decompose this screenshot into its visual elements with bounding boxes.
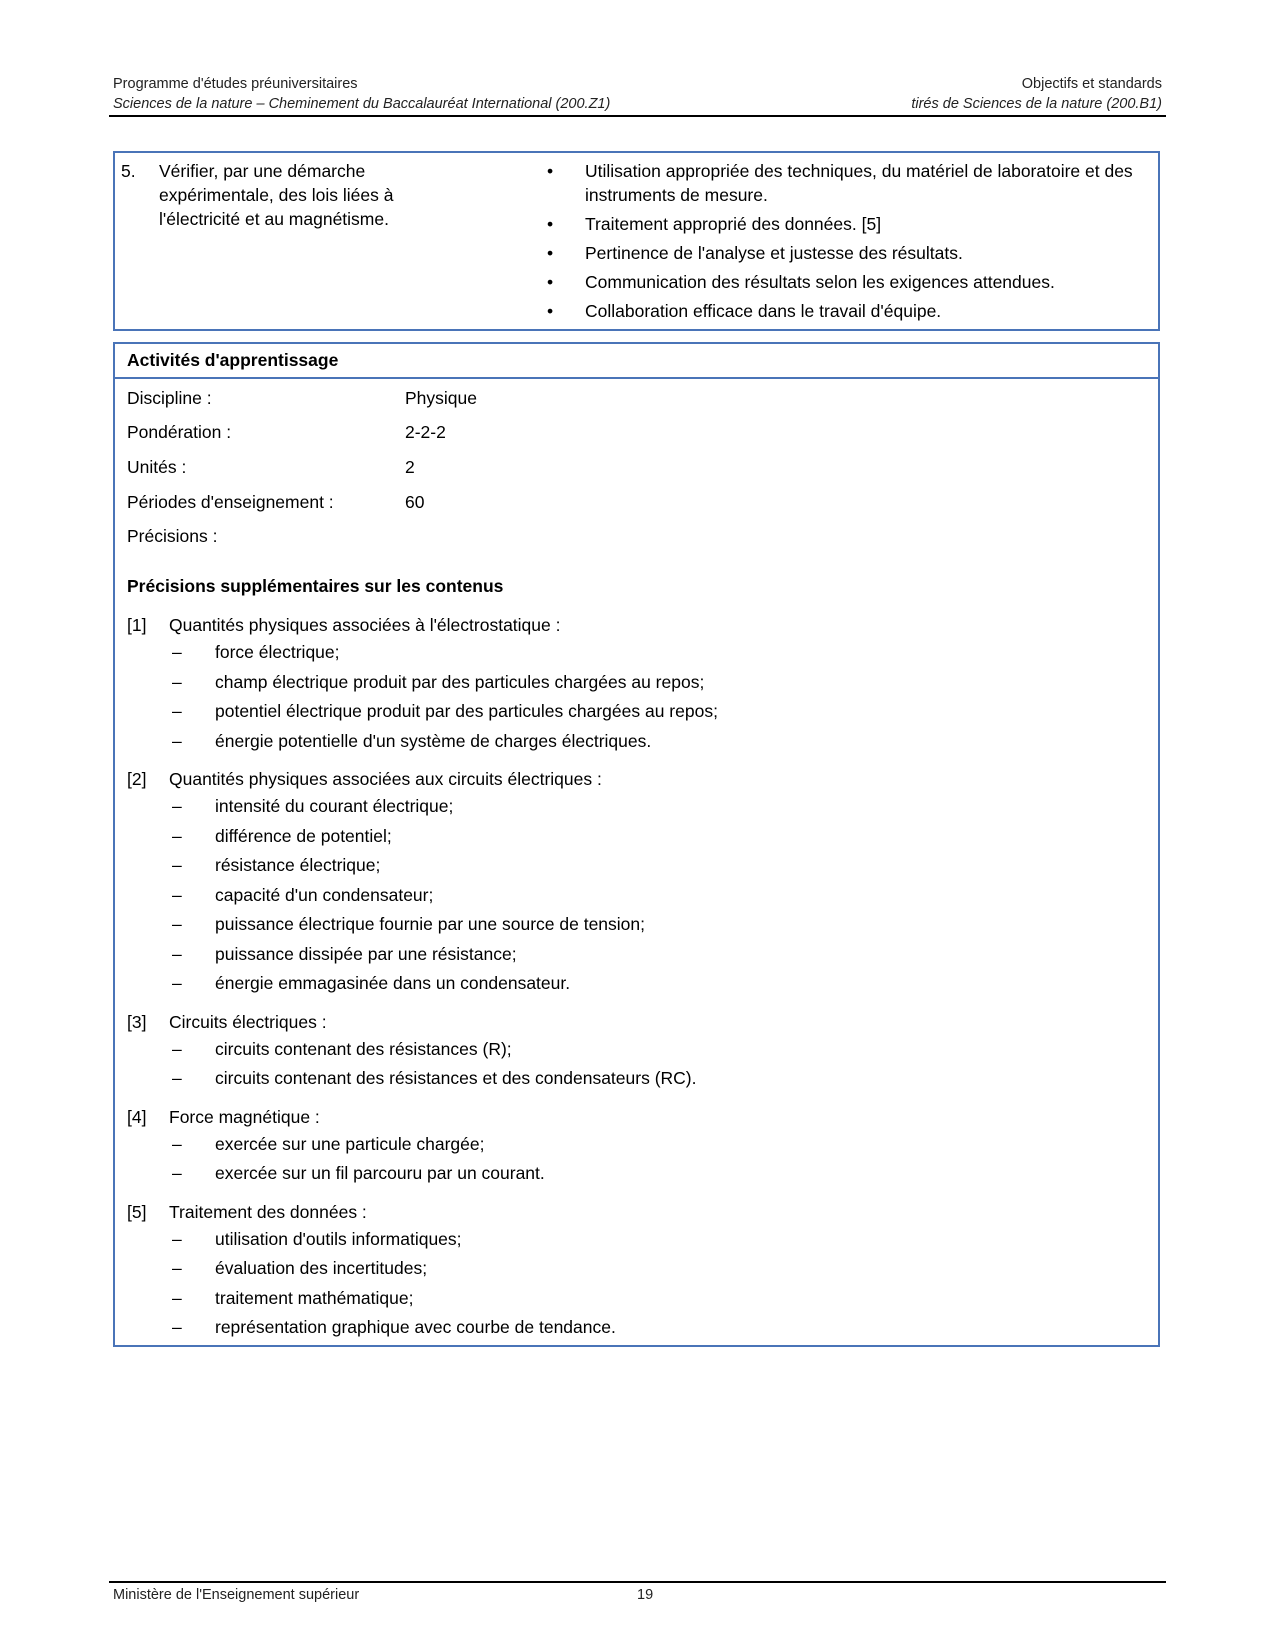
dash-icon: – xyxy=(172,642,182,662)
field-label: Périodes d'enseignement : xyxy=(127,492,334,512)
dash-icon: – xyxy=(172,914,182,934)
list-item xyxy=(127,1064,1127,1094)
item-text: résistance électrique; xyxy=(215,855,381,875)
criterion-text: Utilisation appropriée des techniques, du matériel de laboratoire et des instruments de mesure. xyxy=(585,161,1133,205)
criterion-item xyxy=(547,212,1147,236)
item-text: champ électrique produit par des particules chargées au repos; xyxy=(215,671,705,692)
page-header-line2 xyxy=(113,96,1162,112)
dash-icon: – xyxy=(172,1258,182,1278)
section-title: Quantités physiques associées aux circuits électriques : xyxy=(169,769,602,789)
dash-icon: – xyxy=(172,671,182,692)
dash-icon: – xyxy=(172,884,182,905)
list-item xyxy=(127,1035,1127,1065)
criterion-item xyxy=(547,270,1147,294)
section-title: Circuits électriques : xyxy=(169,1011,327,1032)
bullet-icon: • xyxy=(547,272,554,292)
item-text: intensité du courant électrique; xyxy=(215,796,454,816)
section-heading xyxy=(127,766,1127,792)
criterion-item xyxy=(547,241,1147,265)
item-text: circuits contenant des résistances et des condensateurs (RC). xyxy=(215,1068,697,1088)
list-item xyxy=(127,1313,1127,1343)
dash-icon: – xyxy=(172,1287,182,1308)
dash-icon: – xyxy=(172,1068,182,1088)
list-item xyxy=(127,792,1127,822)
content-section xyxy=(127,1104,1127,1189)
section-title: Quantités physiques associées à l'électrostatique : xyxy=(169,615,561,635)
bullet-icon: • xyxy=(547,214,554,234)
footer-ministry: Ministère de l'Enseignement supérieur xyxy=(113,1587,360,1603)
dash-icon: – xyxy=(172,855,182,875)
item-text: circuits contenant des résistances (R); xyxy=(215,1038,512,1059)
list-item xyxy=(127,1159,1127,1189)
content-section xyxy=(127,612,1127,756)
bullet-icon: • xyxy=(547,301,554,321)
content-section xyxy=(127,1199,1127,1343)
field-label: Précisions : xyxy=(127,526,218,546)
list-item xyxy=(127,940,1127,970)
item-text: exercée sur un fil parcouru par un courant. xyxy=(215,1163,545,1183)
item-text: force électrique; xyxy=(215,642,340,662)
section-heading xyxy=(127,1199,1127,1225)
section-number: [2] xyxy=(127,769,147,789)
item-text: puissance dissipée par une résistance; xyxy=(215,943,517,964)
criterion-text: Pertinence de l'analyse et justesse des résultats. xyxy=(585,243,963,263)
header-program-detail: Sciences de la nature – Cheminement du Baccalauréat International (200.Z1) xyxy=(113,96,611,112)
header-source: tirés de Sciences de la nature (200.B1) xyxy=(911,96,1162,112)
dash-icon: – xyxy=(172,1163,182,1183)
dash-icon: – xyxy=(172,1317,182,1337)
list-item xyxy=(127,1254,1127,1284)
learning-activities-box xyxy=(113,342,1160,1347)
dash-icon: – xyxy=(172,1038,182,1059)
objective-number: 5. xyxy=(121,161,136,181)
field-label: Unités : xyxy=(127,457,187,477)
criterion-text: Traitement approprié des données. [5] xyxy=(585,214,882,234)
field-value: 2 xyxy=(405,457,415,477)
field-label: Discipline : xyxy=(127,388,212,408)
dash-icon: – xyxy=(172,943,182,964)
item-text: différence de potentiel; xyxy=(215,825,392,846)
objective-box xyxy=(113,151,1160,331)
item-text: évaluation des incertitudes; xyxy=(215,1258,428,1278)
dash-icon: – xyxy=(172,730,182,751)
section-heading xyxy=(127,1009,1127,1035)
page-footer xyxy=(113,1587,654,1603)
criterion-text: Communication des résultats selon les exigences attendues. xyxy=(585,272,1055,292)
dash-icon: – xyxy=(172,796,182,816)
dash-icon: – xyxy=(172,701,182,721)
list-item xyxy=(127,697,1127,727)
section-number: [3] xyxy=(127,1011,147,1032)
item-text: puissance électrique fournie par une source de tension; xyxy=(215,914,645,934)
header-objectives: Objectifs et standards xyxy=(1021,76,1162,92)
list-item xyxy=(127,1130,1127,1160)
section-heading xyxy=(127,612,1127,638)
section-number: [4] xyxy=(127,1106,147,1127)
item-text: potentiel électrique produit par des particules chargées au repos; xyxy=(215,701,718,721)
item-text: représentation graphique avec courbe de tendance. xyxy=(215,1317,616,1337)
supplement-title: Précisions supplémentaires sur les contenus xyxy=(127,576,504,596)
list-item xyxy=(127,638,1127,668)
list-item xyxy=(127,1284,1127,1314)
criterion-item xyxy=(547,159,1147,207)
item-text: énergie potentielle d'un système de charges électriques. xyxy=(215,730,652,751)
list-item xyxy=(127,668,1127,698)
section-number: [5] xyxy=(127,1201,147,1222)
content-section xyxy=(127,1009,1127,1094)
content-section xyxy=(127,766,1127,999)
header-program: Programme d'études préuniversitaires xyxy=(113,76,358,92)
list-item xyxy=(127,727,1127,757)
dash-icon: – xyxy=(172,1133,182,1154)
dash-icon: – xyxy=(172,973,182,993)
content-sections xyxy=(127,612,1127,1353)
list-item xyxy=(127,1225,1127,1255)
page-header-line1 xyxy=(113,76,1162,92)
section-number: [1] xyxy=(127,615,147,635)
item-text: traitement mathématique; xyxy=(215,1287,414,1308)
section-heading xyxy=(127,1104,1127,1130)
performance-criteria xyxy=(547,159,1147,328)
item-text: utilisation d'outils informatiques; xyxy=(215,1228,462,1249)
criterion-text: Collaboration efficace dans le travail d'équipe. xyxy=(585,301,942,321)
list-item xyxy=(127,910,1127,940)
objective-text: Vérifier, par une démarche expérimentale, des lois liées à l'électricité et au magnétisme. xyxy=(159,161,394,229)
page-number: 19 xyxy=(637,1587,654,1603)
activities-title: Activités d'apprentissage xyxy=(115,344,1158,379)
footer-divider xyxy=(109,1581,1166,1583)
list-item xyxy=(127,822,1127,852)
dash-icon: – xyxy=(172,825,182,846)
item-text: énergie emmagasinée dans un condensateur. xyxy=(215,973,571,993)
field-label: Pondération : xyxy=(127,422,232,442)
field-value: Physique xyxy=(405,388,477,408)
list-item xyxy=(127,881,1127,911)
header-divider xyxy=(109,115,1166,117)
criterion-item xyxy=(547,299,1147,323)
field-value: 60 xyxy=(405,492,425,512)
bullet-icon: • xyxy=(547,243,554,263)
item-text: capacité d'un condensateur; xyxy=(215,884,434,905)
list-item xyxy=(127,851,1127,881)
field-value: 2-2-2 xyxy=(405,422,446,442)
dash-icon: – xyxy=(172,1228,182,1249)
section-title: Force magnétique : xyxy=(169,1106,320,1127)
item-text: exercée sur une particule chargée; xyxy=(215,1133,485,1154)
section-title: Traitement des données : xyxy=(169,1201,367,1222)
bullet-icon: • xyxy=(547,161,554,181)
list-item xyxy=(127,969,1127,999)
